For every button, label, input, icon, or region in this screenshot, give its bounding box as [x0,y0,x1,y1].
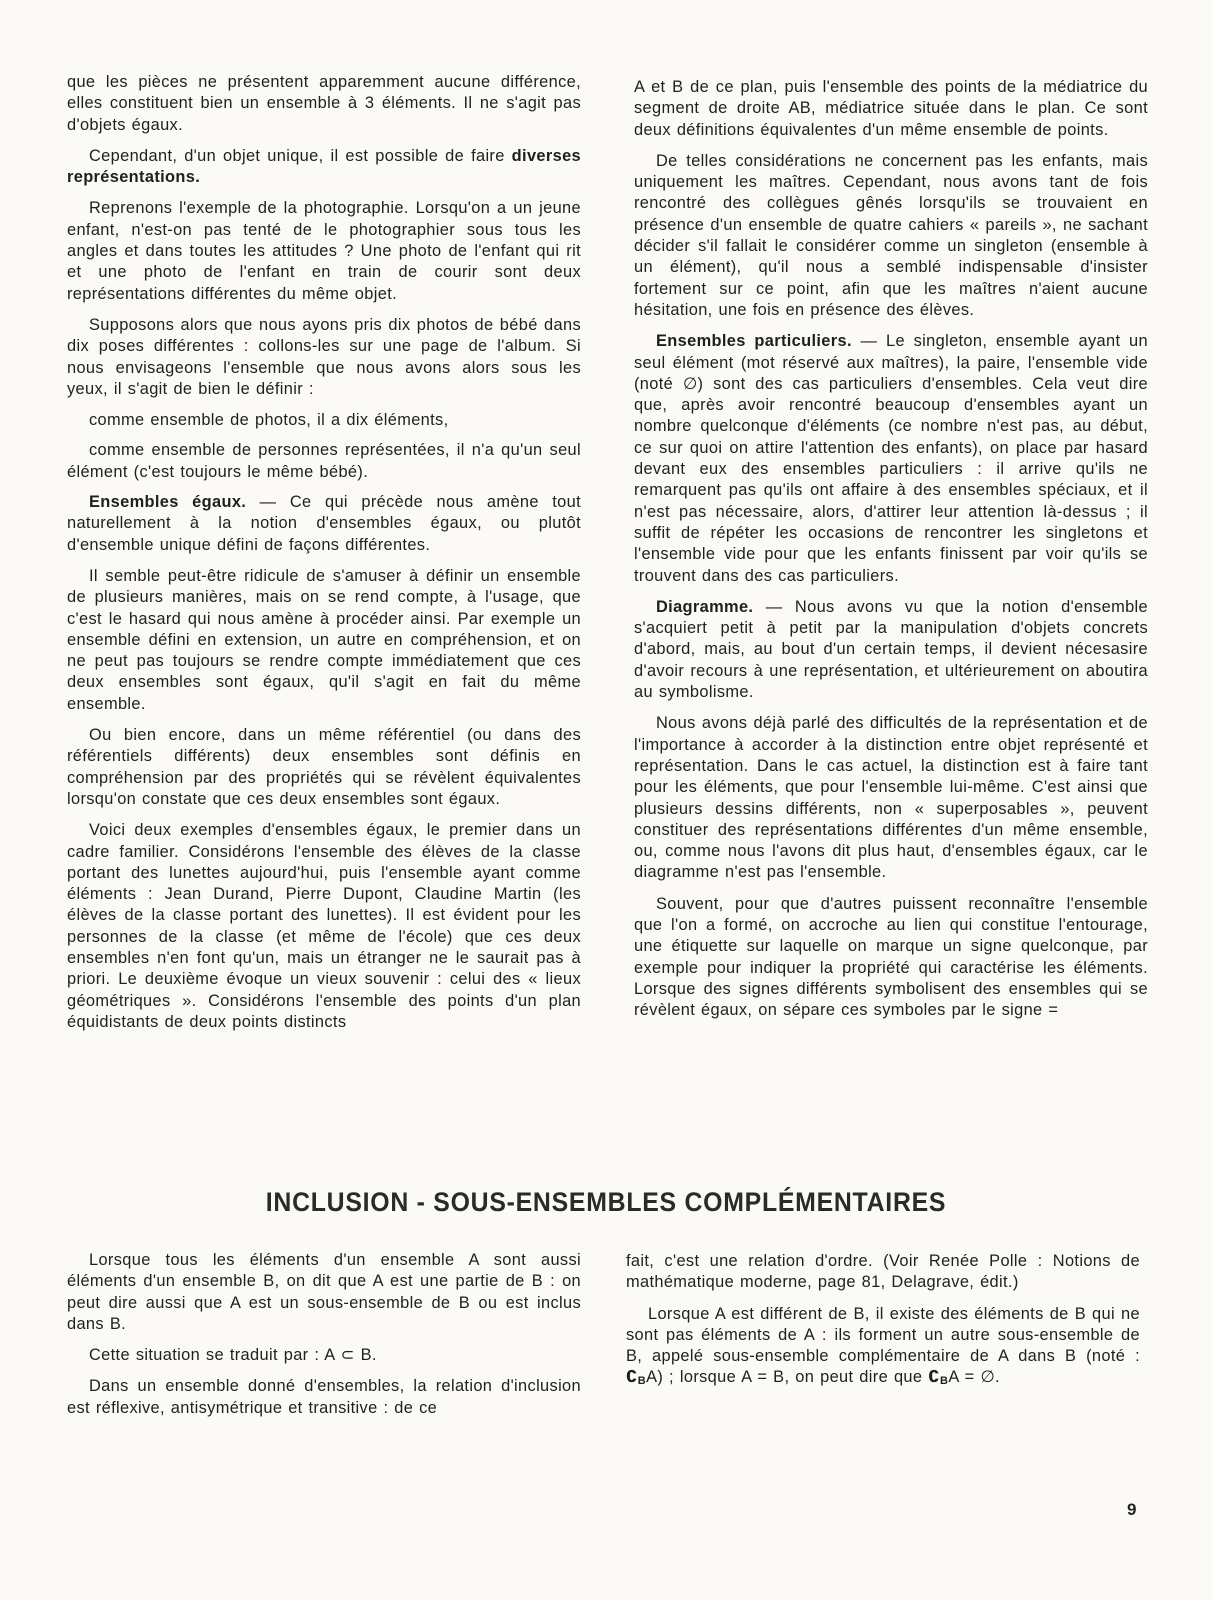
paragraph [67,146,581,189]
paragraph-text: — Ce qui précède nous amène tout naturellement à la notion d'ensembles égaux, ou plutôt d'ensemble unique défini de façons différentes. [67,493,581,554]
paragraph: De telles considérations ne concernent pas les enfants, mais uniquement les maîtres. Cependant, nous avons tant de fois rencontré des collègues gênés lorsqu'ils se trouvaient en présence d'un ensemble de quatre cahiers « pareils », ne sachant décider s'il fallait le considérer comme un singleton (ensemble à un élément), qu'il nous a semblé indispensable d'insister fortement sur ce point, afin que les maîtres n'aient aucune hésitation, une fois en présence des élèves. [634,151,1148,319]
paragraph: Voici deux exemples d'ensembles égaux, le premier dans un cadre familier. Considérons l'ensemble des élèves de la classe portant des lunettes aujourd'hui, puis l'ensemble ayant comme éléments : Jean Durand, Pierre Dupont, Claudine Martin (les élèves de la classe portant des lunettes). Il est évident pour les personnes de la classe (et même de l'école) que ces deux ensembles n'en font qu'un, mais un étranger ne le saurait pas à priori. Le deuxième évoque un vieux souvenir : celui des « lieux géométriques ». Considérons l'ensemble des points d'un plan équidistants de deux points distincts [67,821,581,1031]
paragraph: que les pièces ne présentent apparemment aucune différence, elles constituent bien un ensemble à 3 éléments. Il ne s'agit pas d'objets égaux. [67,73,581,134]
paragraph-text: A) ; lorsque A = B, on peut dire que [646,1368,929,1387]
paragraph: Reprenons l'exemple de la photographie. Lorsqu'on a un jeune enfant, n'est-on pas tenté de le photographier sous tous les angles et dans toutes les attitudes ? Une photo de l'enfant qui rit et une photo de l'enfant en train de courir sont deux représentations différentes du même objet. [67,199,581,303]
paragraph: Supposons alors que nous ayons pris dix photos de bébé dans dix poses différentes : collons-les sur une page de l'album. Si nous envisageons l'ensemble que nous avons alors sous les yeux, il s'agit de bien le définir : [67,315,581,398]
column-top-left [67,72,581,1043]
paragraph: Il semble peut-être ridicule de s'amuser à définir un ensemble de plusieurs manières, mais on se rend compte, à l'usage, que c'est le hasard qui nous amène à procéder ainsi. Par exemple un ensemble défini en extension, un autre en compréhension, et on ne peut pas toujours se rendre compte immédiatement que ces deux ensembles sont égaux, qu'il s'agit en fait du même ensemble. [67,566,581,713]
list-paragraph: comme ensemble de personnes représentées, il n'a qu'un seul élément (c'est toujours le même bébé). [67,441,581,481]
paragraph-ensembles-particuliers [634,331,1148,587]
complement-subscript: B [940,1375,949,1388]
paragraph: Souvent, pour que d'autres puissent reconnaître l'ensemble que l'on a formé, on accroche au lien qui constitue l'entourage, une étiquette sur laquelle on marque un signe quelconque, par exemple pour indiquer la propriété qui caractérise les éléments. Lorsque des signes différents symbolisent des ensembles qui se révèlent égaux, on sépare ces symboles par le signe = [634,894,1148,1020]
run-in-heading: Diagramme. [656,597,754,616]
paragraph: Nous avons déjà parlé des difficultés de la représentation et de l'importance à accorder à la distinction entre objet représenté et représentation. Dans le cas actuel, la distinction est à faire tant pour les éléments, que pour l'ensemble lui-même. C'est ainsi que plusieurs dessins différents, non « superposables », peuvent constituer des représentations différentes d'un même ensemble, ou, comme nous l'avons dit plus haut, d'ensembles égaux, car le diagramme n'est pas l'ensemble. [634,714,1148,882]
paragraph: Ou bien encore, dans un même référentiel (ou dans des référentiels différents) deux ensembles sont définis en compréhension par des propriétés qui se révèlent équivalentes lorsqu'on constate que ces deux ensembles sont égaux. [67,726,581,808]
list-paragraph: comme ensemble de photos, il a dix éléments, [89,411,449,430]
complement-subscript: B [637,1375,647,1388]
paragraph-complement [626,1304,1140,1393]
paragraph-diagramme [634,597,1148,703]
paragraph-text: — Le singleton, ensemble ayant un seul élément (mot réservé aux maîtres), la paire, l'ensemble vide (noté ∅) sont des cas particuliers d'ensembles. Cela veut dire que, après avoir rencontré beaucoup d'ensembles ayant un nombre quelconque d'éléments (ce nombre n'est pas, au début, ce sur quoi on attire l'attention des enfants), on place par hasard devant eux des ensembles particuliers : il arrive qu'ils ne remarquent pas qu'ils ont affaire à des ensembles spéciaux, et il n'est pas nécessaire, alors, d'attirer leur attention là-dessus ; il suffit de répéter les occasions de rencontrer les singletons et l'ensemble vide pour que les enfants finissent par voir qu'ils se trouvent dans des cas particuliers. [634,332,1148,585]
column-bottom-right [626,1251,1140,1403]
run-in-heading: Ensembles particuliers. [656,332,852,351]
paragraph-text: Lorsque A est différent de B, il existe des éléments de B qui ne sont pas éléments de A : ils forment un autre sous-ensemble de B, appelé sous-ensemble complémentaire de A dans B (noté : [626,1304,1140,1366]
paragraph: A et B de ce plan, puis l'ensemble des points de la médiatrice du segment de droite AB, médiatrice située dans le plan. Ce sont deux définitions équivalentes d'un même ensemble de points. [634,78,1148,139]
paragraph-text: A = ∅. [948,1368,1000,1387]
paragraph: Dans un ensemble donné d'ensembles, la relation d'inclusion est réflexive, antisymétrique et transitive : de ce [67,1377,581,1417]
paragraph-inclusion-formula: Cette situation se traduit par : A ⊂ B. [89,1346,377,1365]
run-in-heading: Ensembles égaux. [89,493,247,512]
paragraph-ensembles-egaux [67,492,581,556]
paragraph: Lorsque tous les éléments d'un ensemble A sont aussi éléments d'un ensemble B, on dit que A est une partie de B : on peut dire aussi que A est un sous-ensemble de B ou est inclus dans B. [67,1251,581,1333]
section-heading: INCLUSION - SOUS-ENSEMBLES COMPLÉMENTAIRES [265,1187,947,1217]
paragraph-text: — Nous avons vu que la notion d'ensemble s'acquiert petit à petit par la manipulation d'objets concrets d'abord, mais, au bout d'un certain temps, il devient nécesasire d'avoir recours à une représentation, et ultérieurement on aboutira au symbolisme. [634,597,1148,702]
bold-phrase: diverses représentations. [67,146,581,187]
paragraph-text: Cependant, d'un objet unique, il est possible de faire [89,146,512,165]
column-bottom-left [67,1250,581,1429]
page-number: 9 [1127,1500,1137,1519]
column-top-right [634,77,1148,1031]
complement-symbol: ∁ [626,1368,638,1387]
complement-symbol: ∁ [928,1368,941,1387]
paragraph-reference: fait, c'est une relation d'ordre. (Voir Renée Polle : Notions de mathématique moderne, page 81, Delagrave, édit.) [626,1252,1140,1292]
